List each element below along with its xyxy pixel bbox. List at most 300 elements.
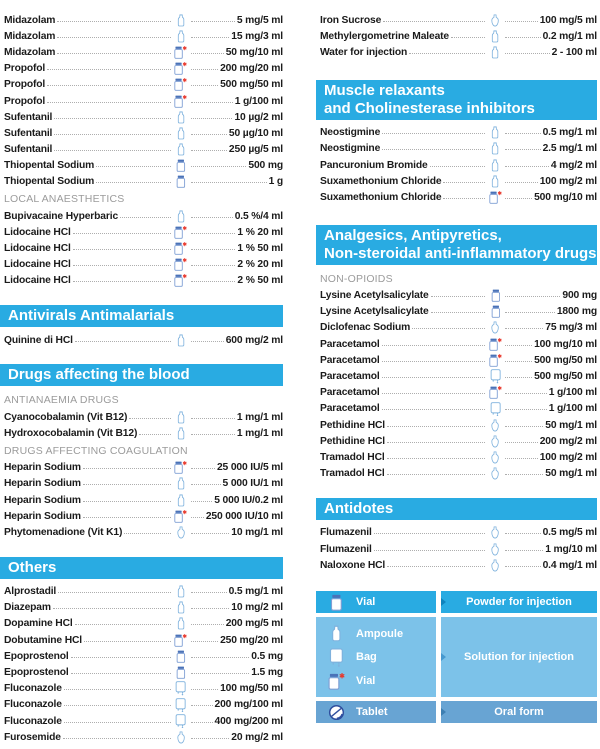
drug-row xyxy=(316,304,597,320)
arrow-right-icon xyxy=(441,708,446,716)
drug-row xyxy=(316,28,597,44)
drug-name: Diclofenac Sodium xyxy=(320,322,411,334)
legend-result-label: Oral form xyxy=(494,706,544,719)
drug-row xyxy=(0,44,283,60)
dot-leader xyxy=(382,148,485,150)
dot-leader xyxy=(505,457,537,459)
dot-leader xyxy=(505,344,532,346)
drug-strength: 0.5 mg/1 ml xyxy=(228,586,283,598)
dot-leader xyxy=(191,607,230,609)
section-header-line: Antivirals Antimalarials xyxy=(8,307,175,324)
ampoule-round-icon xyxy=(487,559,503,572)
drug-name: Midazolam xyxy=(4,30,56,42)
dot-leader xyxy=(191,516,204,518)
dot-leader xyxy=(191,433,235,435)
drug-row xyxy=(0,729,283,745)
ampoule-icon xyxy=(487,126,503,139)
drug-strength: 2 % 50 ml xyxy=(237,275,283,287)
drug-row xyxy=(316,336,597,352)
legend-item xyxy=(316,594,436,611)
drug-strength: 100 mg/10 ml xyxy=(534,338,597,350)
drug-row xyxy=(316,417,597,433)
drug-name: Lidocaine HCl xyxy=(4,275,71,287)
drug-strength: 500 mg/50 ml xyxy=(534,371,597,383)
dot-leader xyxy=(443,197,485,199)
dot-leader xyxy=(505,20,537,22)
dot-leader xyxy=(382,360,486,362)
dot-leader xyxy=(191,36,230,38)
ampoule-round-icon xyxy=(173,526,189,539)
left-column xyxy=(0,12,283,745)
drug-name: Suxamethonium Chloride xyxy=(320,175,442,187)
ampoule-icon xyxy=(487,30,503,43)
legend-result-box xyxy=(441,701,597,723)
legend-item-label: Vial xyxy=(356,675,376,688)
dot-leader xyxy=(73,264,171,266)
drug-strength: 200 mg/5 ml xyxy=(225,618,283,630)
dot-leader xyxy=(191,248,236,250)
section-header-line: Muscle relaxants xyxy=(324,81,445,99)
drug-strength: 10 mg/1 ml xyxy=(231,526,283,538)
vial-solution-icon xyxy=(487,354,503,367)
dot-leader xyxy=(54,117,170,119)
drug-strength: 5 000 IU/0.2 ml xyxy=(214,494,283,506)
drug-row xyxy=(0,584,283,600)
dot-leader xyxy=(382,132,485,134)
section-header xyxy=(316,80,597,120)
legend-icon-box xyxy=(316,591,436,613)
legend-item xyxy=(316,648,436,667)
legend-item-label: Tablet xyxy=(356,706,388,719)
vial-powder-icon xyxy=(173,175,189,188)
dot-leader xyxy=(53,607,171,609)
ampoule-icon xyxy=(173,14,189,27)
drug-row xyxy=(0,508,283,524)
drug-row xyxy=(0,632,283,648)
drug-row xyxy=(316,352,597,368)
legend-result-box xyxy=(441,591,597,613)
dot-leader xyxy=(431,295,486,297)
vial-solution-icon xyxy=(173,78,189,91)
drug-strength: 50 mg/1 ml xyxy=(545,468,597,480)
ampoule-icon xyxy=(173,210,189,223)
drug-strength: 1 g/100 ml xyxy=(234,95,283,107)
dot-leader xyxy=(73,232,171,234)
dot-leader xyxy=(83,500,171,502)
vial-solution-icon xyxy=(173,226,189,239)
drug-strength: 1 g/100 ml xyxy=(548,403,597,415)
drug-row xyxy=(0,600,283,616)
drug-row xyxy=(316,320,597,336)
vial-solution-icon xyxy=(173,95,189,108)
dot-leader xyxy=(505,148,540,150)
drug-name: Cyanocobalamin (Vit B12) xyxy=(4,411,128,423)
dot-leader xyxy=(387,565,485,567)
vial-solution-icon xyxy=(173,242,189,255)
subsection-label: LOCAL ANAESTHETICS xyxy=(4,193,125,206)
dot-leader xyxy=(191,417,235,419)
drug-name: Paracetamol xyxy=(320,403,380,415)
drug-strength: 2 % 20 ml xyxy=(237,259,283,271)
dot-leader xyxy=(83,467,171,469)
drug-name: Paracetamol xyxy=(320,371,380,383)
dot-leader xyxy=(57,20,170,22)
drug-name: Neostigmine xyxy=(320,127,381,139)
drug-strength: 20 mg/2 ml xyxy=(231,731,283,743)
dot-leader xyxy=(505,441,537,443)
section-header-line: Others xyxy=(8,558,57,576)
drug-strength: 500 mg/10 ml xyxy=(534,191,597,203)
dot-leader xyxy=(191,500,213,502)
drug-name: Lysine Acetylsalicylate xyxy=(320,290,429,302)
drug-strength: 1 % 50 ml xyxy=(237,243,283,255)
dot-leader xyxy=(191,84,218,86)
dot-leader xyxy=(75,340,171,342)
drug-strength: 50 mg/10 ml xyxy=(225,46,283,58)
dot-leader xyxy=(382,392,486,394)
drug-name: Naloxone HCl xyxy=(320,559,386,571)
drug-row xyxy=(316,44,597,60)
drug-name: Fluconazole xyxy=(4,683,62,695)
drug-row xyxy=(0,109,283,125)
drug-row xyxy=(0,77,283,93)
dot-leader xyxy=(505,295,560,297)
drug-strength: 50 µg/10 ml xyxy=(228,127,283,139)
dot-leader xyxy=(412,327,485,329)
legend-row xyxy=(316,617,597,697)
drug-name: Furosemide xyxy=(4,731,61,743)
dot-leader xyxy=(505,473,543,475)
dot-leader xyxy=(191,149,227,151)
ampoule-icon xyxy=(173,111,189,124)
drug-name: Dopamine HCl xyxy=(4,618,73,630)
drug-row xyxy=(0,616,283,632)
drug-strength: 100 mg/2 ml xyxy=(539,451,597,463)
dot-leader xyxy=(505,425,543,427)
ampoule-icon xyxy=(487,46,503,59)
subsection-label: ANTIANAEMIA DRUGS xyxy=(4,394,119,407)
drug-name: Paracetamol xyxy=(320,338,380,350)
vial-solution-icon xyxy=(173,274,189,287)
dot-leader xyxy=(443,181,485,183)
dot-leader xyxy=(64,721,171,723)
drug-name: Diazepam xyxy=(4,602,51,614)
drug-row xyxy=(316,141,597,157)
drug-row xyxy=(316,466,597,482)
dot-leader xyxy=(191,591,227,593)
section-header xyxy=(0,364,283,386)
drug-strength: 250 000 IU/10 ml xyxy=(205,510,283,522)
drug-name: Epoprostenol xyxy=(4,650,69,662)
drug-name: Lysine Acetylsalicylate xyxy=(320,306,429,318)
drug-row xyxy=(0,476,283,492)
drug-row xyxy=(316,557,597,573)
ampoule-icon xyxy=(173,601,189,614)
drug-row xyxy=(316,385,597,401)
bag-icon xyxy=(487,369,503,384)
drug-row xyxy=(316,12,597,28)
legend-icon-box xyxy=(316,617,436,697)
dot-leader xyxy=(191,133,227,135)
drug-strength: 10 µg/2 ml xyxy=(234,111,283,123)
dot-leader xyxy=(57,36,170,38)
ampoule-round-icon xyxy=(173,731,189,744)
vial-solution-icon xyxy=(173,62,189,75)
drug-name: Water for injection xyxy=(320,46,408,58)
dot-leader xyxy=(191,483,221,485)
arrow-right-icon xyxy=(441,653,446,661)
dot-leader xyxy=(64,704,171,706)
drug-strength: 50 mg/1 ml xyxy=(545,419,597,431)
ampoule-icon xyxy=(173,585,189,598)
dot-leader xyxy=(431,311,486,313)
dot-leader xyxy=(387,425,485,427)
vial-solution-icon xyxy=(173,510,189,523)
ampoule-icon xyxy=(173,617,189,630)
dot-leader xyxy=(191,20,235,22)
dot-leader xyxy=(191,704,213,706)
dot-leader xyxy=(139,433,170,435)
dot-leader xyxy=(505,165,548,167)
drug-strength: 500 mg/50 ml xyxy=(220,79,283,91)
subsection-label: DRUGS AFFECTING COAGULATION xyxy=(4,444,188,457)
dot-leader xyxy=(191,117,233,119)
section-header xyxy=(316,225,597,265)
drug-name: Heparin Sodium xyxy=(4,510,81,522)
drug-strength: 100 mg/5 ml xyxy=(539,14,597,26)
drug-name: Sufentanil xyxy=(4,111,53,123)
dot-leader xyxy=(191,264,236,266)
ampoule-icon xyxy=(487,175,503,188)
drug-name: Lidocaine HCl xyxy=(4,243,71,255)
vial-powder-icon xyxy=(487,305,503,318)
dot-leader xyxy=(47,84,171,86)
dot-leader xyxy=(71,656,171,658)
drug-strength: 400 mg/200 ml xyxy=(214,715,283,727)
legend-item xyxy=(316,704,436,721)
dot-leader xyxy=(191,165,247,167)
vial-solution-icon xyxy=(487,338,503,351)
drug-name: Heparin Sodium xyxy=(4,494,81,506)
right-column xyxy=(316,12,597,745)
dot-leader xyxy=(54,133,170,135)
drug-row xyxy=(0,460,283,476)
dot-leader xyxy=(120,216,171,218)
drug-name: Alprostadil xyxy=(4,586,57,598)
legend-result-label: Powder for injection xyxy=(466,596,572,609)
dot-leader xyxy=(191,656,250,658)
ampoule-round-icon xyxy=(487,543,503,556)
ampoule-round-icon xyxy=(487,467,503,480)
drug-strength: 250 µg/5 ml xyxy=(228,144,283,156)
subsection-label: NON-OPIOIDS xyxy=(320,272,393,285)
drug-strength: 5 mg/5 ml xyxy=(236,14,283,26)
drug-name: Epoprostenol xyxy=(4,667,69,679)
dot-leader xyxy=(505,181,537,183)
drug-strength: 4 mg/2 ml xyxy=(550,159,597,171)
vial-solution-icon xyxy=(173,461,189,474)
section-header-line: Antidotes xyxy=(324,499,394,517)
drug-row xyxy=(316,401,597,417)
drug-strength: 1 g xyxy=(268,176,283,188)
drug-row xyxy=(0,664,283,680)
drug-row xyxy=(316,173,597,189)
drug-strength: 2.5 mg/1 ml xyxy=(542,143,597,155)
dot-leader xyxy=(430,165,486,167)
drug-strength: 900 mg xyxy=(562,290,597,302)
bag-icon xyxy=(173,714,189,729)
dot-leader xyxy=(505,360,532,362)
dot-leader xyxy=(58,591,170,593)
vial-solution-icon xyxy=(173,46,189,59)
drug-row xyxy=(0,273,283,289)
drug-row xyxy=(0,332,283,348)
dot-leader xyxy=(73,248,171,250)
bag-icon xyxy=(316,648,356,667)
vial-powder-icon xyxy=(316,594,356,611)
dot-leader xyxy=(505,327,543,329)
dot-leader xyxy=(451,36,485,38)
legend-item-label: Vial xyxy=(356,596,376,609)
dot-leader xyxy=(96,165,171,167)
drug-strength: 1 g/100 ml xyxy=(548,387,597,399)
drug-name: Pethidine HCl xyxy=(320,419,385,431)
dot-leader xyxy=(191,216,233,218)
drug-strength: 500 mg/50 ml xyxy=(534,354,597,366)
dot-leader xyxy=(382,376,486,378)
legend-result-box xyxy=(441,617,597,697)
dot-leader xyxy=(505,549,543,551)
dot-leader xyxy=(505,392,546,394)
drug-row xyxy=(0,240,283,256)
drug-name: Tramadol HCl xyxy=(320,451,385,463)
ampoule-round-icon xyxy=(487,526,503,539)
drug-strength: 500 mg xyxy=(248,160,283,172)
drug-strength: 100 mg/50 ml xyxy=(220,683,283,695)
drug-row xyxy=(0,61,283,77)
drug-row xyxy=(0,697,283,713)
dot-leader xyxy=(191,640,218,642)
dot-leader xyxy=(374,532,486,534)
tablet-icon xyxy=(316,704,356,721)
dot-leader xyxy=(71,672,171,674)
dot-leader xyxy=(383,20,485,22)
dot-leader xyxy=(63,737,171,739)
dot-leader xyxy=(191,232,236,234)
drug-name: Quinine di HCl xyxy=(4,334,73,346)
dot-leader xyxy=(191,688,218,690)
dot-leader xyxy=(47,68,171,70)
drug-row xyxy=(0,12,283,28)
legend-result-label: Solution for injection xyxy=(464,651,574,664)
ampoule-icon xyxy=(173,427,189,440)
drug-strength: 0.5 %/4 ml xyxy=(234,210,283,222)
drug-strength: 1 mg/1 ml xyxy=(236,411,283,423)
drug-strength: 0.5 mg/5 ml xyxy=(542,527,597,539)
drug-strength: 100 mg/2 ml xyxy=(539,175,597,187)
vial-powder-icon xyxy=(173,650,189,663)
drug-row xyxy=(0,125,283,141)
ampoule-round-icon xyxy=(487,321,503,334)
drug-name: Heparin Sodium xyxy=(4,462,81,474)
ampoule-icon xyxy=(316,625,356,642)
drug-row xyxy=(0,681,283,697)
drug-row xyxy=(316,288,597,304)
dot-leader xyxy=(191,467,215,469)
dot-leader xyxy=(505,132,540,134)
drug-name: Lidocaine HCl xyxy=(4,259,71,271)
drug-name: Dobutamine HCl xyxy=(4,634,82,646)
dot-leader xyxy=(374,549,486,551)
dot-leader xyxy=(505,376,532,378)
dot-leader xyxy=(191,672,250,674)
dot-leader xyxy=(387,441,485,443)
vial-solution-icon xyxy=(173,634,189,647)
drug-row xyxy=(0,713,283,729)
legend-item-label: Ampoule xyxy=(356,627,404,640)
dot-leader xyxy=(387,473,486,475)
ampoule-icon xyxy=(487,142,503,155)
dot-leader xyxy=(191,623,224,625)
drug-row xyxy=(316,125,597,141)
section-header xyxy=(0,557,283,579)
drug-strength: 1 % 20 ml xyxy=(237,226,283,238)
drug-name: Methylergometrine Maleate xyxy=(320,30,450,42)
bag-icon xyxy=(173,698,189,713)
drug-row xyxy=(316,449,597,465)
drug-strength: 25 000 IU/5 ml xyxy=(216,462,283,474)
vial-solution-icon xyxy=(173,258,189,271)
drug-name: Midazolam xyxy=(4,46,56,58)
drug-name: Fluconazole xyxy=(4,715,62,727)
dot-leader xyxy=(191,52,224,54)
drug-row xyxy=(316,433,597,449)
drug-name: Tramadol HCl xyxy=(320,468,385,480)
drug-name: Fluconazole xyxy=(4,699,62,711)
drug-strength: 10 mg/2 ml xyxy=(231,602,283,614)
vial-powder-icon xyxy=(173,159,189,172)
dot-leader xyxy=(191,340,224,342)
drug-row xyxy=(0,425,283,441)
dot-leader xyxy=(387,457,486,459)
ampoule-round-icon xyxy=(487,451,503,464)
section-header-line: Non-steroidal anti-inflammatory drugs xyxy=(324,244,597,262)
dot-leader xyxy=(83,483,171,485)
drug-row xyxy=(0,492,283,508)
vial-powder-icon xyxy=(173,666,189,679)
drug-name: Midazolam xyxy=(4,14,56,26)
vial-powder-icon xyxy=(487,289,503,302)
dot-leader xyxy=(54,149,170,151)
drug-row xyxy=(316,368,597,384)
legend xyxy=(316,591,597,727)
drug-strength: 200 mg/100 ml xyxy=(214,699,283,711)
drug-row xyxy=(0,93,283,109)
dot-leader xyxy=(191,737,230,739)
drug-name: Neostigmine xyxy=(320,143,381,155)
drug-strength: 1800 mg xyxy=(556,306,597,318)
section-header xyxy=(0,305,283,327)
drug-name: Propofol xyxy=(4,95,46,107)
drug-row xyxy=(0,142,283,158)
drug-name: Flumazenil xyxy=(320,543,372,555)
dot-leader xyxy=(505,52,549,54)
dot-leader xyxy=(129,417,170,419)
legend-item xyxy=(316,673,436,690)
ampoule-icon xyxy=(173,477,189,490)
drug-name: Flumazenil xyxy=(320,527,372,539)
drug-strength: 15 mg/3 ml xyxy=(231,30,283,42)
